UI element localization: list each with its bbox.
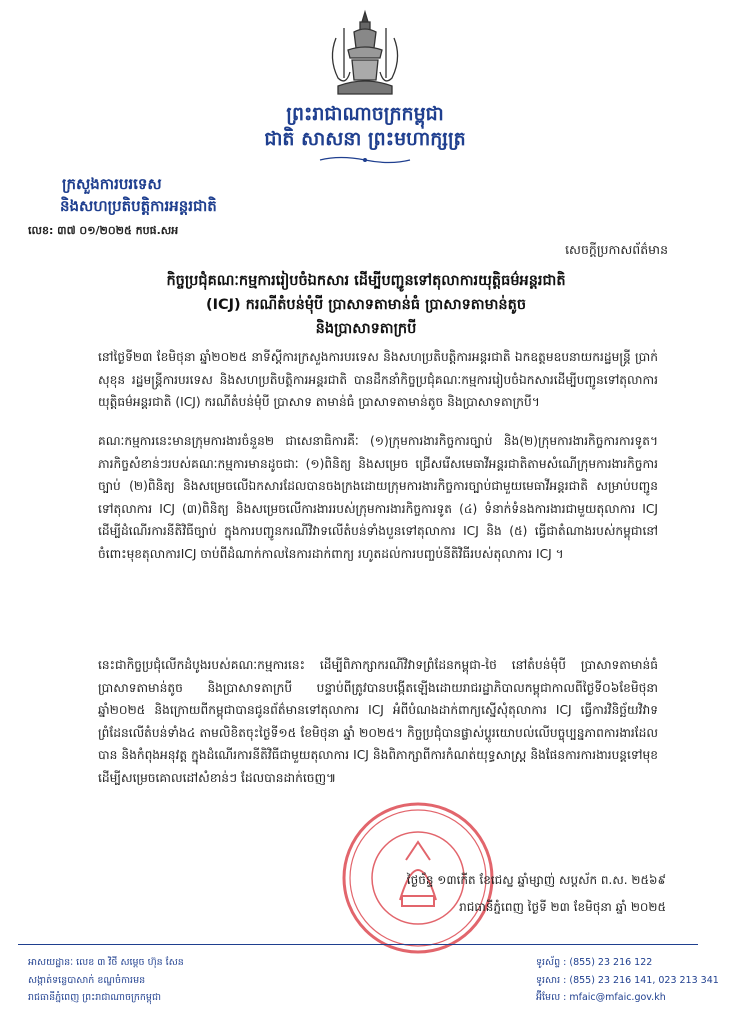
kingdom-name: ព្រះរាជាណាចក្រកម្ពុជា (286, 103, 444, 125)
lunar-date: ថ្ងៃច័ន្ទ ១៣កើត ខែជេស្ឋ ឆ្នាំម្សាញ់ សប្តស័ក ព.ស. ២៥៦៩ (406, 873, 666, 887)
body-paragraph-3: នេះជាកិច្ចប្រជុំលើកដំបូងរបស់គណៈកម្មការនេះ ដើម្បីពិភាក្សាករណីវិវាទព្រំដែនកម្ពុជា-ថៃ នៅតំបន់មុំបី ប្រាសាទតាមាន់ធំ ប្រាសាទតាមាន់តូច និងប្រាសាទតាក្របី បន្ទាប់ពីត្រូវបានបង្កើតឡើងដោយរាជរដ្ឋាភិបាលកម្ពុជាកាលពីថ្ងៃទី០៦ខែមិថុនា ឆ្នាំ២០២៥ និងក្រោយពីកម្ពុជាបានជូនព័ត៌មានទៅតុលាការ ICJ អំពីបំណងដាក់ពាក្យស្នើសុំតុលាការ ICJ ធ្វើការវិនិច្ឆ័យវិវាទព្រំដែនលើតំបន់ទាំង៤ តាមលិខិតចុះថ្ងៃទី១៥ ខែមិថុនា ឆ្នាំ ២០២៥។ កិច្ចប្រជុំបានផ្លាស់ប្តូរយោបល់លើបច្ចុប្បន្នភាពការងារដែលបាន និងកំពុងអនុវត្ត ក្នុងដំណើរការនីតិវិធីជាមួយតុលាការ ICJ និងពិភាក្សាពីការកំណត់យុទ្ធសាស្ត្រ និងផែនការការងារបន្តទៅមុខ ដើម្បីសម្រេចគោលដៅសំខាន់ៗ ដែលបានដាក់ចេញ៕ (98, 658, 658, 785)
title-line3: និងប្រាសាទតាក្របី (315, 321, 417, 337)
footer-address-line2: សង្កាត់ទន្លេបាសាក់ ខណ្ឌចំការមន (28, 975, 146, 986)
national-motto: ជាតិ សាសនា ព្រះមហាក្សត្រ (264, 128, 466, 150)
body-paragraph-2: គណៈកម្មការនេះមានក្រុមការងារចំនួន២ ជាសេនាធិការគឺៈ (១)ក្រុមការងារកិច្ចការច្បាប់ និង(២)ក្រុមការងារកិច្ចការការទូត។ ភារកិច្ចសំខាន់ៗរបស់គណៈកម្មការមានដូចជាៈ (១)ពិនិត្យ និងសម្រេច ជ្រើសរើសមេធាវីអន្តរជាតិតាមសំណើក្រុមការងារកិច្ចការច្បាប់ (២)ពិនិត្យ និងសម្រេចលើឯកសារដែលបានចងក្រងដោយក្រុមការងារកិច្ចការច្បាប់ជាមួយមេធាវីអន្តរជាតិ សម្រាប់បញ្ជូនទៅតុលាការ ICJ (៣)ពិនិត្យ និងសម្រេចលើការងាររបស់ក្រុមការងារកិច្ចការទូត (៤) ទំនាក់ទំនងការងារជាមួយតុលាការ ICJ ដើម្បីដំណើរការនីតិវិធីច្បាប់ ក្នុងការបញ្ជូនករណីវិវាទលើតំបន់ទាំងបួនទៅតុលាការ ICJ និង (៥) ធ្វើជាតំណាងរបស់កម្ពុជានៅចំពោះមុខតុលាការICJ ចាប់ពីដំណាក់កាលនៃការដាក់ពាក្យ រហូតដល់ការបញ្ចប់នីតិវិធីរបស់តុលាការ ICJ ។ (98, 434, 658, 561)
footer-email[interactable]: អ៊ីមែល : mfaic@mfaic.gov.kh (536, 992, 666, 1003)
footer-fax: ទូរសារ : (855) 23 216 141, 023 213 341 (536, 975, 719, 986)
ministry-name-line2: និងសហប្រតិបត្តិការអន្តរជាតិ (60, 197, 217, 215)
footer-divider (18, 944, 698, 945)
footer-address-line1: អាសយដ្ឋានៈ លេខ ៣ វិថី សម្តេច ហ៊ុន សែន (28, 957, 184, 968)
footer-phone: ទូរស័ព្ទ : (855) 23 216 122 (536, 957, 653, 968)
ornament-divider-icon (315, 155, 415, 165)
royal-emblem-icon (318, 8, 412, 100)
reference-number: លេខ: ៣៧ ០១/២០២៥ កបផ.សអ (28, 224, 179, 237)
press-release-label: សេចក្តីប្រកាសព័ត៌មាន (565, 242, 668, 257)
body-paragraph-1: នៅថ្ងៃទី២៣ ខែមិថុនា ឆ្នាំ២០២៥ នាទីស្តីការក្រសួងការបរទេស និងសហប្រតិបត្តិការអន្តរជាតិ ឯកឧត្តមឧបនាយករដ្ឋមន្ត្រី ប្រាក់ សុខុន រដ្ឋមន្ត្រីការបរទេស និងសហប្រតិបត្តិការអន្តរជាតិ បានដឹកនាំកិច្ចប្រជុំគណៈកម្មការរៀបចំឯកសារដើម្បីបញ្ជូនទៅតុលាការយុត្តិធម៌អន្តរជាតិ (ICJ) ករណីតំបន់មុំបី ប្រាសាទ តាមាន់ធំ ប្រាសាទតាមាន់តូច និងប្រាសាទតាក្របី។ (98, 350, 658, 409)
title-line1: កិច្ចប្រជុំគណៈកម្មការរៀបចំឯកសារ ដើម្បីបញ្ជូនទៅតុលាការយុត្តិធម៌អន្តរជាតិ (166, 273, 566, 289)
footer-address-line3: រាជធានីភ្នំពេញ ព្រះរាជាណាចក្រកម្ពុជា (28, 992, 161, 1003)
gregorian-date: រាជធានីភ្នំពេញ ថ្ងៃទី ២៣ ខែមិថុនា ឆ្នាំ ២០២៥ (459, 900, 666, 914)
ministry-name-line1: ក្រសួងការបរទេស (62, 175, 162, 193)
title-line2: (ICJ) ករណីតំបន់មុំបី ប្រាសាទតាមាន់ធំ ប្រាសាទតាមាន់តូច (205, 297, 527, 313)
